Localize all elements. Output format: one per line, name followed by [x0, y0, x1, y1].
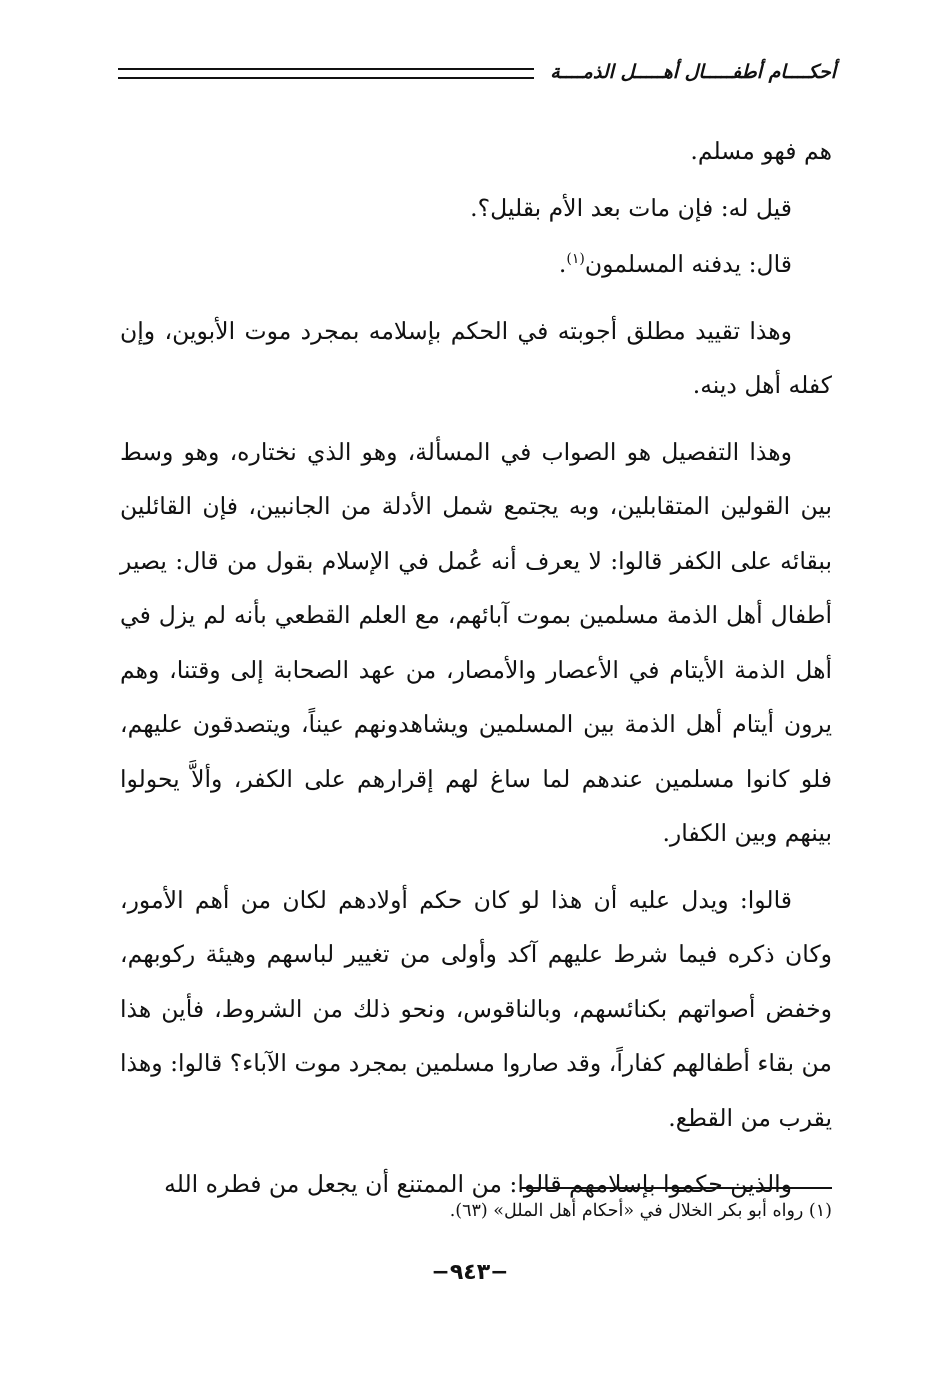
paragraph-question: قيل له: فإن مات بعد الأم بقليل؟.	[470, 193, 792, 222]
answer-period: .	[558, 250, 567, 278]
paragraph-detail: وهذا التفصيل هو الصواب في المسألة، وهو الذي نختاره، وهو وسط بين القولين المتقابلين، وبه يجتمع شمل الأدلة من الجانبين، فإن القائلين ببقائه على الكفر قالوا: لا يعرف أنه عُمل في الإسلام بقول من قال: يصير أطفال أهل الذمة مسلمين بموت آبائهم، مع العلم القطعي بأنه لم يزل في أهل الذمة الأيتام في الأعصار والأمصار، من عهد الصحابة إلى وقتنا، وهم يرون أيتام أهل الذمة بين المسلمين ويشاهدونهم عيناً، ويتصدقون عليهم، فلو كانوا مسلمين عندهم لما ساغ لهم إقرارهم على الكفر، وألاَّ يحولوا بينهم وبين الكفار.	[120, 437, 832, 847]
paragraph-restriction: وهذا تقييد مطلق أجوبته في الحكم بإسلامه بمجرد موت الأبوين، وإن كفله أهل دينه.	[120, 316, 832, 399]
running-title: أحكــــام أطفـــــال أهـــــل الذمــــة	[550, 61, 836, 83]
footnote-separator	[520, 1187, 832, 1189]
main-text	[120, 124, 832, 1224]
answer-text: قال: يدفنه المسلمون	[584, 250, 792, 278]
footnote-reference[interactable]: (١)	[566, 251, 585, 268]
paragraph-evidence: قالوا: ويدل عليه أن هذا لو كان حكم أولادهم لكان من أهم الأمور، وكان ذكره فيما شرط عليهم آكد وأولى من تغيير لباسهم وهيئة ركوبهم، وخفض أصواتهم بكنائسهم، وبالناقوس، ونحو ذلك من الشروط، فأين هذا من بقاء أطفالهم كفاراً، وقد صاروا مسلمين بمجرد موت الآباء؟ قالوا: وهذا يقرب من القطع.	[120, 885, 832, 1132]
paragraph-answer	[120, 237, 832, 292]
running-header	[118, 54, 836, 90]
header-double-rule	[118, 68, 534, 79]
paragraph-counterargument: والذين حكموا بإسلامهم قالوا: من الممتنع أن يجعل من فطره الله	[164, 1170, 792, 1198]
footnote: (١) رواه أبو بكر الخلال في «أحكام أهل الملل» (٦٣).	[449, 1201, 832, 1221]
paragraph-continuation: هم فهو مسلم.	[690, 137, 832, 165]
page-number: −٩٤٣−	[431, 1260, 509, 1285]
